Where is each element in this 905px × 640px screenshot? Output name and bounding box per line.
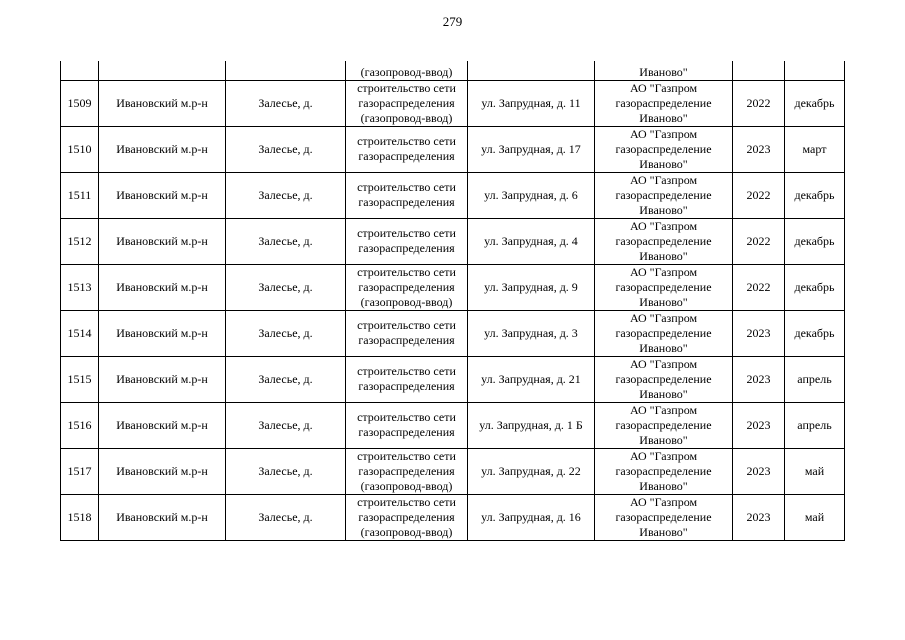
table-row	[61, 448, 845, 494]
cell-number: 1518	[61, 494, 99, 540]
cell-organization-line: Иваново"	[639, 432, 688, 447]
cell-month	[785, 61, 845, 80]
cell-locality: Залесье, д.	[226, 402, 346, 448]
cell-year: 2023	[733, 126, 785, 172]
cell-work-type-line: строительство сети	[357, 494, 456, 509]
cell-organization-line: газораспределение	[615, 509, 712, 524]
table-row-continued	[61, 61, 845, 80]
cell-district: Ивановский м.р-н	[99, 310, 226, 356]
cell-address: ул. Запрудная, д. 3	[468, 310, 595, 356]
cell-work-type-line: строительство сети	[357, 134, 456, 148]
cell-organization-line: газораспределение	[615, 141, 712, 156]
cell-organization-line: Иваново"	[639, 478, 688, 493]
cell-district: Ивановский м.р-н	[99, 126, 226, 172]
cell-organization-line: газораспределение	[615, 417, 712, 432]
cell-district: Ивановский м.р-н	[99, 218, 226, 264]
cell-locality	[226, 61, 346, 80]
cell-year	[733, 61, 785, 80]
cell-district: Ивановский м.р-н	[99, 80, 226, 126]
cell-work-type-line: (газопровод-ввод)	[360, 294, 453, 309]
cell-organization-line: АО "Газпром	[629, 402, 698, 417]
cell-organization	[595, 310, 733, 356]
cell-address: ул. Запрудная, д. 9	[468, 264, 595, 310]
cell-month: март	[785, 126, 845, 172]
cell-year: 2023	[733, 402, 785, 448]
cell-work-type-line: газораспределения	[358, 379, 455, 393]
cell-district: Ивановский м.р-н	[99, 494, 226, 540]
cell-organization	[595, 494, 733, 540]
cell-month: декабрь	[785, 218, 845, 264]
cell-organization-line: газораспределение	[615, 463, 712, 478]
cell-number: 1517	[61, 448, 99, 494]
cell-month: декабрь	[785, 80, 845, 126]
cell-organization-line: АО "Газпром	[629, 126, 698, 141]
cell-year: 2022	[733, 218, 785, 264]
gas-program-table	[60, 61, 845, 541]
cell-year: 2022	[733, 80, 785, 126]
cell-number: 1512	[61, 218, 99, 264]
table-row	[61, 310, 845, 356]
cell-organization	[595, 356, 733, 402]
cell-number: 1515	[61, 356, 99, 402]
cell-year: 2022	[733, 264, 785, 310]
cell-organization: Иваново"	[595, 61, 733, 80]
cell-work-type-line: строительство сети	[357, 264, 456, 279]
cell-work-type	[346, 310, 468, 356]
cell-work-type-line: газораспределения	[358, 95, 455, 110]
table-row	[61, 172, 845, 218]
table-row	[61, 218, 845, 264]
cell-work-type	[346, 402, 468, 448]
cell-work-type-line: строительство сети	[357, 180, 456, 194]
cell-work-type-line: строительство сети	[357, 318, 456, 332]
cell-organization-line: газораспределение	[615, 279, 712, 294]
cell-work-type-line: газораспределения	[358, 279, 455, 294]
cell-work-type	[346, 356, 468, 402]
cell-address: ул. Запрудная, д. 16	[468, 494, 595, 540]
page-number: 279	[442, 14, 463, 29]
cell-month: декабрь	[785, 310, 845, 356]
cell-work-type-line: строительство сети	[357, 410, 456, 424]
cell-work-type	[346, 172, 468, 218]
cell-month: май	[785, 494, 845, 540]
cell-organization-line: Иваново"	[639, 294, 688, 309]
cell-organization	[595, 264, 733, 310]
cell-organization-line: газораспределение	[615, 325, 712, 340]
cell-organization-line: АО "Газпром	[629, 310, 698, 325]
cell-address: ул. Запрудная, д. 4	[468, 218, 595, 264]
cell-organization	[595, 172, 733, 218]
cell-organization-line: АО "Газпром	[629, 356, 698, 371]
cell-work-type-line: строительство сети	[357, 80, 456, 95]
cell-work-type-line: строительство сети	[357, 226, 456, 240]
cell-organization-line: АО "Газпром	[629, 80, 698, 95]
cell-organization-line: Иваново"	[639, 340, 688, 355]
cell-organization-line: АО "Газпром	[629, 218, 698, 233]
cell-district: Ивановский м.р-н	[99, 402, 226, 448]
cell-locality: Залесье, д.	[226, 264, 346, 310]
table-body	[61, 61, 845, 540]
cell-address: ул. Запрудная, д. 6	[468, 172, 595, 218]
cell-number: 1514	[61, 310, 99, 356]
cell-work-type-line: газораспределения	[358, 333, 455, 347]
table-row	[61, 80, 845, 126]
cell-work-type-line: (газопровод-ввод)	[360, 524, 453, 539]
cell-work-type	[346, 264, 468, 310]
cell-organization	[595, 402, 733, 448]
cell-work-type-line: газораспределения	[358, 463, 455, 478]
cell-organization	[595, 80, 733, 126]
cell-work-type	[346, 218, 468, 264]
cell-organization-line: газораспределение	[615, 233, 712, 248]
cell-number: 1511	[61, 172, 99, 218]
table-row	[61, 494, 845, 540]
cell-address: ул. Запрудная, д. 17	[468, 126, 595, 172]
cell-work-type-line: (газопровод-ввод)	[360, 478, 453, 493]
cell-year: 2023	[733, 356, 785, 402]
cell-work-type-line: газораспределения	[358, 195, 455, 209]
cell-organization-line: газораспределение	[615, 95, 712, 110]
cell-locality: Залесье, д.	[226, 218, 346, 264]
cell-organization-line: Иваново"	[639, 524, 688, 539]
cell-work-type	[346, 494, 468, 540]
cell-district: Ивановский м.р-н	[99, 356, 226, 402]
cell-district	[99, 61, 226, 80]
cell-month: декабрь	[785, 172, 845, 218]
cell-organization-line: Иваново"	[639, 386, 688, 401]
cell-month: апрель	[785, 402, 845, 448]
cell-organization-line: Иваново"	[639, 202, 688, 217]
cell-locality: Залесье, д.	[226, 494, 346, 540]
cell-address: ул. Запрудная, д. 1 Б	[468, 402, 595, 448]
cell-organization	[595, 218, 733, 264]
cell-organization-line: газораспределение	[615, 187, 712, 202]
cell-work-type	[346, 80, 468, 126]
cell-organization	[595, 126, 733, 172]
cell-year: 2023	[733, 310, 785, 356]
cell-organization-line: АО "Газпром	[629, 172, 698, 187]
cell-locality: Залесье, д.	[226, 448, 346, 494]
cell-district: Ивановский м.р-н	[99, 448, 226, 494]
table-row	[61, 356, 845, 402]
cell-number: 1510	[61, 126, 99, 172]
cell-work-type	[346, 448, 468, 494]
cell-organization-line: газораспределение	[615, 371, 712, 386]
cell-district: Ивановский м.р-н	[99, 172, 226, 218]
cell-number	[61, 61, 99, 80]
cell-locality: Залесье, д.	[226, 80, 346, 126]
cell-organization-line: Иваново"	[639, 248, 688, 263]
cell-district: Ивановский м.р-н	[99, 264, 226, 310]
cell-organization-line: АО "Газпром	[629, 494, 698, 509]
cell-number: 1513	[61, 264, 99, 310]
cell-month: май	[785, 448, 845, 494]
cell-work-type-line: строительство сети	[357, 448, 456, 463]
cell-locality: Залесье, д.	[226, 310, 346, 356]
cell-work-type-line: газораспределения	[358, 241, 455, 255]
cell-work-type	[346, 126, 468, 172]
cell-organization-line: Иваново"	[639, 156, 688, 171]
cell-address: ул. Запрудная, д. 11	[468, 80, 595, 126]
cell-work-type-line: газораспределения	[358, 149, 455, 163]
cell-locality: Залесье, д.	[226, 126, 346, 172]
cell-year: 2023	[733, 448, 785, 494]
cell-organization-line: АО "Газпром	[629, 448, 698, 463]
cell-address: ул. Запрудная, д. 22	[468, 448, 595, 494]
cell-locality: Залесье, д.	[226, 356, 346, 402]
cell-work-type-line: строительство сети	[357, 364, 456, 378]
cell-work-type-line: (газопровод-ввод)	[360, 110, 453, 125]
cell-organization-line: АО "Газпром	[629, 264, 698, 279]
cell-month: апрель	[785, 356, 845, 402]
cell-organization	[595, 448, 733, 494]
cell-year: 2022	[733, 172, 785, 218]
cell-work-type-line: газораспределения	[358, 509, 455, 524]
cell-address: ул. Запрудная, д. 21	[468, 356, 595, 402]
cell-locality: Залесье, д.	[226, 172, 346, 218]
cell-work-type-line: газораспределения	[358, 425, 455, 439]
table-row	[61, 264, 845, 310]
cell-year: 2023	[733, 494, 785, 540]
table-row	[61, 126, 845, 172]
cell-address	[468, 61, 595, 80]
cell-organization-line: Иваново"	[639, 110, 688, 125]
cell-work-type: (газопровод-ввод)	[346, 61, 468, 80]
cell-number: 1516	[61, 402, 99, 448]
cell-month: декабрь	[785, 264, 845, 310]
table-row	[61, 402, 845, 448]
cell-number: 1509	[61, 80, 99, 126]
